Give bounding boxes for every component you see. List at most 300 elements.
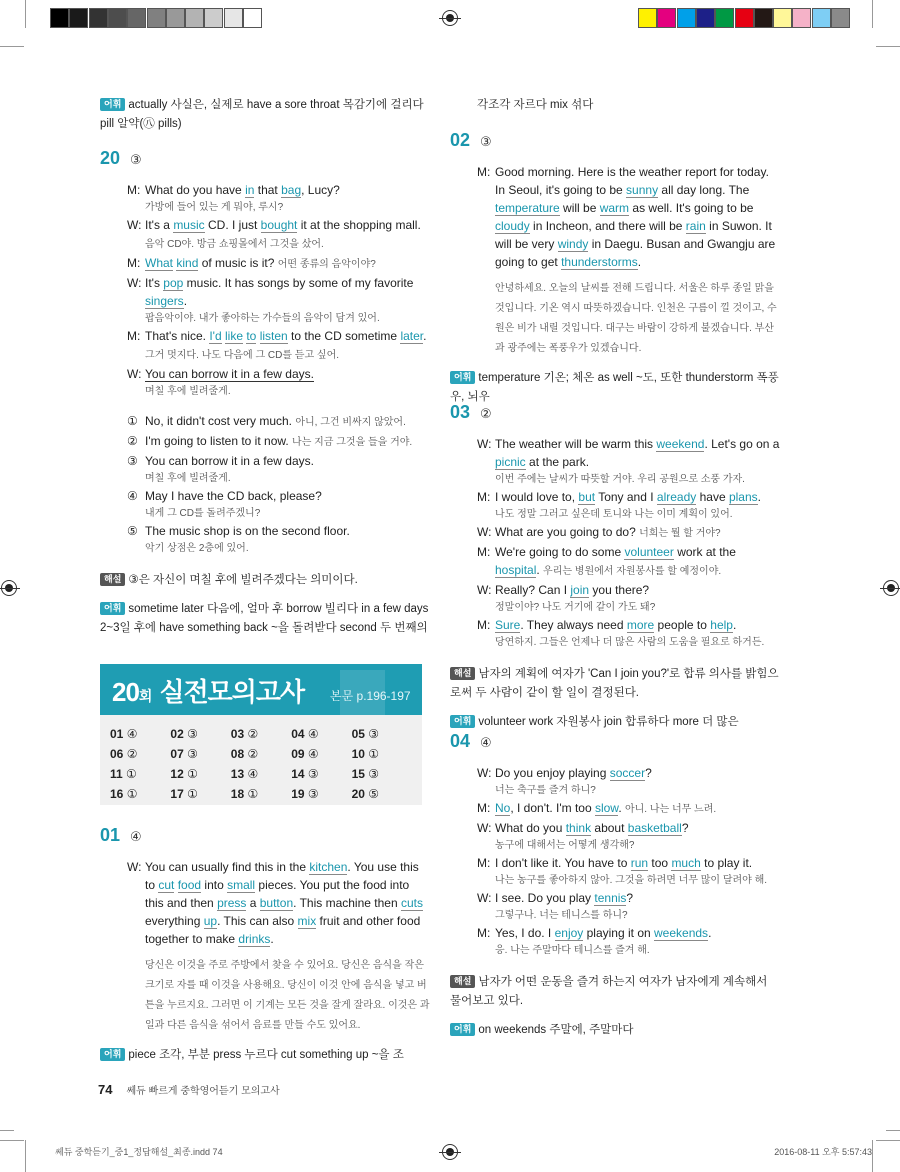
answer-key-grid [100,715,422,805]
color-swatch [735,8,754,28]
korean-translation: 나는 지금 그것을 들을 거야. [292,437,413,448]
vocab-text: temperature 기온; 체온 as well ~도, 또한 thunderstorm 폭풍우, 뇌우 [450,372,779,403]
answer-key-number: 20 [351,787,365,801]
dialogue-text: . This can also [217,914,298,928]
korean-translation: 어떤 종류의 음악이야? [277,259,376,270]
dialogue-line [100,858,430,948]
crop-mark [0,1140,24,1141]
crop-mark [0,46,24,47]
color-swatch [773,8,792,28]
answer-key-number: 06 [110,747,124,761]
answer-key-item [231,765,291,783]
blank-word: rain [685,219,706,233]
korean-translation: 이번 주에는 날씨가 따뜻할 거야. 우리 공원으로 소풍 가자. [495,474,745,485]
vocabulary [100,600,430,638]
answer-key-item [170,745,230,763]
blank-word: small [227,878,256,892]
dialogue-line [450,924,780,959]
korean-translation: 내게 그 CD를 돌려주겠니? [145,508,261,519]
option-number: ⑤ [127,524,138,538]
option-content [145,432,430,452]
option-text: You can borrow it in a few days. [145,454,314,468]
question-number: 01 [100,825,121,845]
explanation-badge: 해설 [450,667,475,680]
question-number: 02 [450,130,471,150]
answer-key-item [231,725,291,743]
question-answer: ③ [480,134,492,149]
dialogue-line [450,799,780,819]
gray-swatch [166,8,185,28]
answer-option [100,432,430,452]
crop-mark [886,1130,900,1131]
dialogue-text: What do you have [145,183,246,197]
dialogue-content [495,523,780,543]
dialogue-line [100,181,430,216]
blank-word: sunny [626,183,659,197]
dialogue-text: It's a [145,218,174,232]
answer-key-choice: ① [368,747,380,761]
registration-mark-icon [442,10,458,26]
dialogue-content [495,819,780,854]
vocab-badge: 어휘 [450,1023,475,1036]
vocab-top [100,96,430,134]
dialogue-text: . [732,618,737,632]
dialogue-text: . They always need [520,618,627,632]
blank-word: join [570,583,590,597]
korean-translation: 가방에 들어 있는 게 뭐야, 루시? [145,202,284,213]
answer-key-choice: ⑤ [368,787,380,801]
question-04 [450,731,780,1040]
korean-translation: 아니. 나는 너무 느려. [624,804,717,815]
option-number: ④ [127,489,138,503]
answer-key-choice: ② [126,747,138,761]
crop-mark [872,0,873,28]
vocabulary [450,1021,780,1040]
answer-key-choice: ① [187,767,198,781]
blank-word: think [565,821,592,835]
explanation [450,665,780,703]
banner-title-text: 실전모의고사 [159,677,305,707]
korean-translation: 그거 멋지다. 나도 다음에 그 CD를 듣고 싶어. [145,350,340,361]
dialogue-text: . [757,490,761,504]
blank-word: cloudy [495,219,530,233]
speaker-label: W: [127,860,142,874]
answer-key-choice: ③ [307,787,319,801]
dialogue-text: I would love to, [495,490,579,504]
blank-word: hospital [495,563,537,577]
dialogue-content [145,181,430,216]
color-swatch [715,8,734,28]
blank-word: weekends [654,926,709,940]
option-content [145,412,430,432]
dialogue-text: I don't like it. You have to [495,856,631,870]
dialogue-content [495,799,780,819]
dialogue-text: Do you enjoy playing [495,766,610,780]
dialogue-text: work at the [673,545,736,559]
answer-key-choice: ① [126,787,138,801]
blank-word: No [495,801,511,815]
answer-key-choice: ③ [187,747,198,761]
blank-word: volunteer [624,545,674,559]
blank-word: later [400,329,424,343]
answer-key-item [352,785,412,803]
explanation [450,973,780,1011]
korean-translation: 우리는 병원에서 자원봉사를 할 예정이야. [543,566,722,577]
dialogue-text: . [708,926,712,940]
vocab-badge: 어휘 [450,371,475,384]
dialogue-line [450,581,780,616]
option-content [145,522,430,557]
korean-translation: 그렇구나. 너는 테니스를 하니? [495,910,628,921]
gray-swatch [108,8,127,28]
vocab-text: 각조각 자르다 mix 섞다 [477,99,594,111]
crop-mark [872,1140,873,1172]
answer-key-number: 17 [170,787,184,801]
dialogue-line [450,889,780,924]
dialogue-text: in Incheon, and there will be [529,219,686,233]
blank-word: kitchen [309,860,348,874]
blank-word: more [626,618,655,632]
page-number: 74 [98,1082,113,1097]
speaker-label: W: [477,525,492,539]
blank-word: food [177,878,202,892]
answer-key-item [291,765,351,783]
dialogue-text: Good morning. Here is the weather report for today. In Seoul, it's going to be [495,165,769,197]
blank-word: pop [163,276,184,290]
dialogue-text: . [618,801,625,815]
answer-key-number: 03 [230,727,245,741]
dialogue-line [100,274,430,327]
answer-key-item [110,745,170,763]
speaker-label: M: [477,856,491,870]
dialogue-text: We're going to do some [495,545,625,559]
dialogue-content [495,435,780,488]
dialogue-text: CD. I just [204,218,261,232]
dialogue-line [450,616,780,651]
blank-word: soccer [609,766,646,780]
color-swatch [638,8,657,28]
answer-key-number: 14 [291,767,305,781]
dialogue-text: . [423,329,427,343]
dialogue-line [100,254,430,274]
vocab-badge: 어휘 [450,715,475,728]
answer-key-choice: ④ [307,747,319,761]
dialogue-content [495,488,780,523]
speaker-label: W: [477,821,492,835]
dialogue-text: as well. It's going to be [629,201,754,215]
dialogue-text: everything [145,914,204,928]
dialogue-text: have [696,490,729,504]
answer-option [100,522,430,557]
question-header [100,148,430,169]
dialogue-text: Tony and I [595,490,657,504]
explanation-text: ③은 자신이 며칠 후에 빌려주겠다는 의미이다. [128,574,358,586]
dialogue-text: to play it. [700,856,753,870]
korean-translation: 팝음악이야. 내가 좋아하는 가수들의 음악이 담겨 있어. [145,313,380,324]
dialogue-text: Really? Can I [495,583,571,597]
speaker-label: M: [477,618,491,632]
dialogue-content [145,365,430,400]
dialogue-text: music. It has songs by some of my favorite [183,276,414,290]
dialogue-text: pieces. You put the food into this and then [145,878,410,910]
option-text: May I have the CD back, please? [145,489,322,503]
speaker-label: M: [477,926,491,940]
dialogue-text: ? [645,766,652,780]
vocab-badge: 어휘 [100,1048,125,1061]
dialogue-line [450,819,780,854]
answer-key-item [291,785,351,803]
answer-key-item [170,785,230,803]
answer-key-choice: ③ [307,767,319,781]
answer-key-number: 16 [110,787,124,801]
dialogue-text: you there? [589,583,650,597]
question-answer: ③ [130,152,142,167]
blank-word: bought [260,218,298,232]
crop-mark [25,0,26,28]
option-content [145,452,430,487]
question-header [450,402,780,423]
korean-translation: 며칠 후에 빌려줄게. [145,386,231,397]
blank-word: enjoy [554,926,584,940]
crop-mark [0,1130,14,1131]
dialogue-line [100,365,430,400]
answer-key-item [231,785,291,803]
dialogue-text: . [637,255,642,269]
color-swatch [657,8,676,28]
vocab-text: sometime later 다음에, 얼마 후 borrow 빌리다 in a few days 2~3일 후에 have something back ~을 돌려받다 second 두 번째의 [100,603,429,634]
blank-word: slow [594,801,619,815]
speaker-label: M: [127,183,141,197]
dialogue-text: at the park. [525,455,590,469]
speaker-label: W: [127,218,142,232]
answer-key-number: 01 [110,727,124,741]
answer-key-number: 05 [351,727,365,741]
banner-unit: 회 [138,688,152,704]
dialogue-content [145,216,430,254]
answer-key-number: 18 [230,787,245,801]
dialogue-text: to the CD sometime [287,329,401,343]
vocab-text: actually 사실은, 실제로 have a sore throat 목감기에 걸리다 pill 알약(㊇ pills) [100,99,424,130]
speaker-label: M: [127,329,141,343]
blank-word: in [245,183,255,197]
answer-key-number: 13 [230,767,245,781]
blank-word: much [671,856,701,870]
speaker-label: M: [477,165,491,179]
dialogue-content [495,163,780,271]
korean-translation: 음악 CD야. 방금 쇼핑몰에서 그것을 샀어. [145,239,324,250]
blank-word: warm [599,201,630,215]
explanation-badge: 해설 [100,573,125,586]
option-number: ① [127,414,138,428]
registration-mark-icon [442,1144,458,1160]
answer-key-item [352,765,412,783]
dialogue-text: What do you [495,821,566,835]
question-header [100,825,430,846]
blank-word: up [203,914,218,928]
question-number: 03 [450,402,471,422]
dialogue-text: That's nice. [145,329,210,343]
dialogue-text: , Lucy? [301,183,340,197]
dialogue-content [145,327,430,365]
banner-page-ref: 본문 p.196-197 [330,689,411,703]
dialogue-text: Yes, I do. I [495,926,555,940]
question-header [450,130,780,151]
speaker-label: W: [477,766,492,780]
gray-swatch [243,8,262,28]
vocab-text: on weekends 주말에, 주말마다 [478,1024,634,1036]
dialogue-text: about [591,821,628,835]
speaker-label: M: [477,490,491,504]
answer-key-item [170,725,230,743]
answer-key-choice: ③ [368,767,380,781]
speaker-label: W: [127,367,142,381]
answer-key-number: 04 [291,727,305,741]
vocab-badge: 어휘 [100,98,125,111]
answer-key-item [291,725,351,743]
dialogue-content [145,274,430,327]
gray-swatch [224,8,243,28]
blank-word: kind [176,256,199,270]
question-answer: ② [480,406,492,421]
dialogue-line [450,854,780,889]
option-text: The music shop is on the second floor. [145,524,350,538]
option-content [145,487,430,522]
blank-word: like [224,329,243,343]
dialogue-text: ? [626,891,634,905]
test-banner [100,664,422,715]
dialogue-text: . [183,294,188,308]
dialogue-line [100,216,430,254]
speaker-label: W: [477,891,492,905]
book-title: 쎄듀 빠르게 중학영어듣기 모의고사 [126,1086,280,1097]
question-02 [450,130,780,407]
dialogue-text: ? [681,821,689,835]
dialogue-content [145,858,430,948]
answer-key-number: 10 [351,747,365,761]
question-01 [100,825,430,1065]
speaker-label: M: [127,256,141,270]
korean-translation: 안녕하세요. 오늘의 날씨를 전해 드립니다. 서울은 하루 종일 맑을 것입니다. 기온 역시 따뜻하겠습니다. 인천은 구름이 낄 것이고, 수원은 비가 내릴 것입니다. 대구는 바람이 강하게 불겠습니다. 부산과 광주에는 폭풍우가 있겠습니다. [495,283,777,354]
answer-key-item [110,765,170,783]
dialogue-text: a [246,896,260,910]
banner-number: 20 [112,677,139,707]
korean-translation: 아니, 그건 비싸지 않았어. [295,417,406,428]
color-swatch [792,8,811,28]
answer-key-item [291,745,351,763]
vocab-text: volunteer work 자원봉사 join 합류하다 more 더 많은 [478,716,739,728]
dialogue-text: You can usually find this in the [145,860,310,874]
gray-swatch [185,8,204,28]
answer-option [100,452,430,487]
dialogue-text: fruit and other food together to make [145,914,421,946]
dialogue-text: playing it on [583,926,655,940]
dialogue-text: . [536,563,544,577]
dialogue-text: , I don't. I'm too [510,801,595,815]
korean-translation: 응. 나는 주말마다 테니스를 즐겨 해. [495,945,650,956]
blank-word: listen [259,329,288,343]
answer-key-number: 11 [110,767,123,781]
answer-key-number: 07 [170,747,184,761]
blank-word: cut [158,878,175,892]
answer-key-number: 12 [170,767,184,781]
dialogue-text: The weather will be warm this [495,437,657,451]
dialogue-content [145,254,430,274]
blank-word: weekend [656,437,705,451]
blank-word: cuts [400,896,423,910]
korean-translation: 정말이야? 나도 거기에 같이 가도 돼? [495,602,656,613]
dialogue-line [450,435,780,488]
answer-key-choice: ④ [247,767,259,781]
dialogue-line [100,327,430,365]
blank-word: bag [281,183,302,197]
dialogue-line [450,523,780,543]
crop-mark [25,1140,26,1172]
korean-translation: 너희는 뭘 할 거야? [639,528,721,539]
answer-key-choice: ① [187,787,198,801]
dialogue-line [450,764,780,799]
gray-swatch [69,8,88,28]
dialogue-text: . You use this to [145,860,419,892]
korean-translation: 너는 축구를 즐겨 하니? [495,785,596,796]
blank-word: press [217,896,247,910]
blank-word: music [173,218,205,232]
blank-word: thunderstorms [561,255,638,269]
answer-key-number: 02 [170,727,184,741]
dialogue-content [495,616,780,651]
korean-translation: 며칠 후에 빌려줄게. [145,473,231,484]
answer-key-item [352,745,412,763]
answer-key-choice: ② [247,727,259,741]
blank-word: to [246,329,257,343]
dialogue-text: in Suwon. It will be very [495,219,772,251]
blank-word: I'd [209,329,222,343]
vocab-badge: 어휘 [100,602,125,615]
dialogue-line [450,543,780,581]
explanation-badge: 해설 [450,975,475,988]
question-answer: ④ [480,735,492,750]
option-number: ③ [127,454,138,468]
question-20 [100,148,430,638]
blank-word: plans [728,490,758,504]
registration-mark-icon [1,580,17,596]
answer-key-choice: ① [247,787,259,801]
blank-word: drinks [238,932,271,946]
vocabulary [100,1046,430,1065]
answer-key-number: 08 [230,747,245,761]
gray-swatch [147,8,166,28]
answer-key-item [170,765,230,783]
blank-word: temperature [495,201,560,215]
dialogue-text: It's [145,276,164,290]
blank-word: but [578,490,596,504]
dialogue-text: . Let's go on a [704,437,780,451]
banner-title [112,672,304,709]
gray-swatch [127,8,146,28]
dialogue-text: all day long. The [658,183,750,197]
korean-translation: 농구에 대해서는 어떻게 생각해? [495,840,635,851]
answer-key-choice: ③ [187,727,198,741]
blank-word: singers [145,294,184,308]
option-text: I'm going to listen to it now. [145,434,293,448]
gray-swatch [204,8,223,28]
blank-word: mix [297,914,317,928]
speaker-label: W: [477,437,492,451]
answer-key-item [110,785,170,803]
blank-word: picnic [495,455,526,469]
answer-key-choice: ③ [368,727,380,741]
explanation [100,571,430,590]
answer-option [100,412,430,432]
